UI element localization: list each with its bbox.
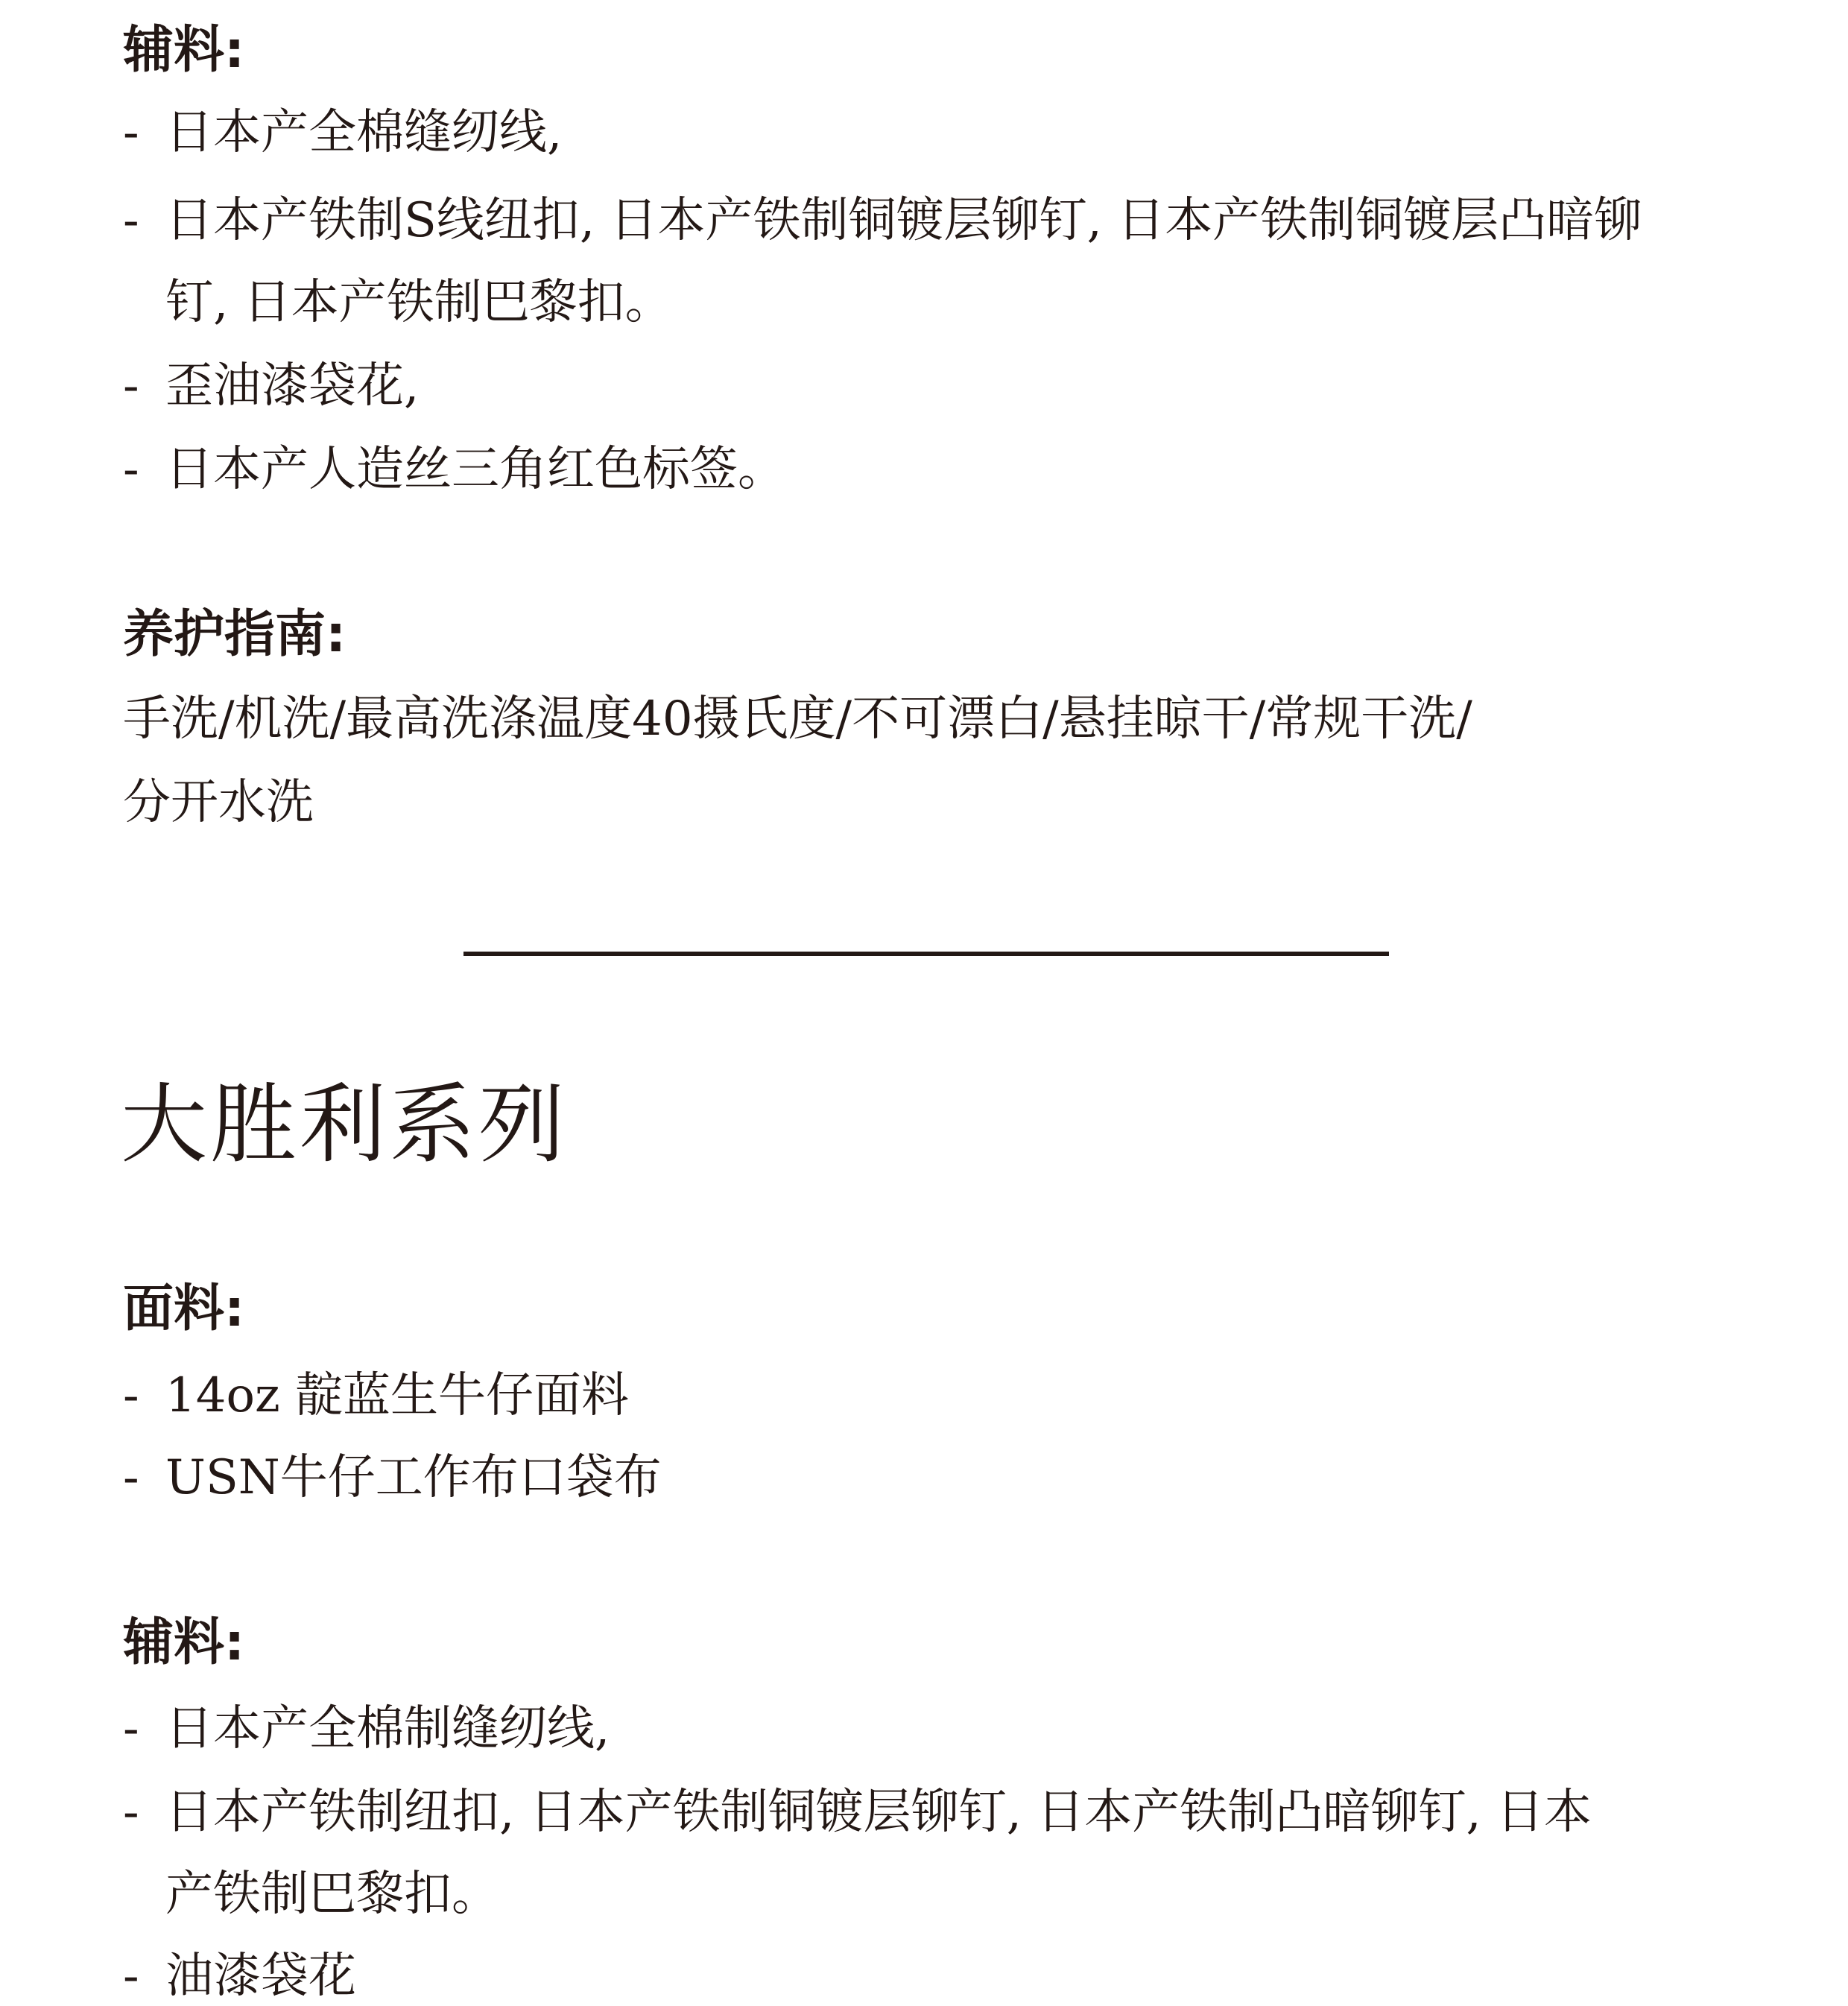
bullet-dash: -	[123, 1450, 139, 1505]
care-instructions-line-1: 手洗/机洗/最高洗涤温度40摄氏度/不可漂白/悬挂晾干/常规干洗/	[123, 692, 1472, 747]
fabric-item-pocketing: USN牛仔工作布口袋布	[165, 1450, 662, 1505]
bullet-dash: -	[123, 1785, 139, 1840]
series-title: 大胜利系列	[121, 1075, 568, 1175]
accessory-item-hardware-cont: 钉, 日本产铁制巴黎扣。	[165, 275, 673, 330]
accessory-item-hardware-2: 日本产铁制纽扣, 日本产铁制铜镀层铆钉, 日本产铁制凸暗铆钉, 日本	[165, 1785, 1592, 1840]
accessories-heading: 辅料:	[123, 21, 245, 80]
fabric-heading: 面料:	[123, 1279, 245, 1338]
accessory-item-thread: 日本产全棉缝纫线,	[165, 105, 563, 160]
care-instructions-line-2: 分开水洗	[123, 775, 314, 830]
bullet-dash: -	[123, 193, 139, 248]
bullet-dash: -	[123, 1701, 139, 1756]
accessory-item-hardware: 日本产铁制S线纽扣, 日本产铁制铜镀层铆钉, 日本产铁制铜镀层凸暗铆	[165, 193, 1642, 248]
fabric-item-denim: 14oz 靛蓝生牛仔面料	[165, 1368, 630, 1423]
accessory-item-hardware-2-cont: 产铁制巴黎扣。	[165, 1867, 499, 1922]
bullet-dash: -	[123, 442, 139, 497]
accessory-item-thread-2: 日本产全棉制缝纫线,	[165, 1701, 610, 1756]
care-heading: 养护指南:	[123, 605, 346, 664]
bullet-dash: -	[123, 105, 139, 160]
accessory-item-pocket-stitch: 歪油漆袋花,	[165, 358, 420, 414]
section-divider	[463, 952, 1389, 956]
bullet-dash: -	[123, 1368, 139, 1423]
bullet-dash: -	[123, 358, 139, 414]
bullet-dash: -	[123, 1949, 139, 2004]
accessories-heading-2: 辅料:	[123, 1613, 245, 1672]
accessory-item-pocket-stitch-2: 油漆袋花	[165, 1949, 356, 2004]
accessory-item-label: 日本产人造丝三角红色标签。	[165, 442, 785, 497]
